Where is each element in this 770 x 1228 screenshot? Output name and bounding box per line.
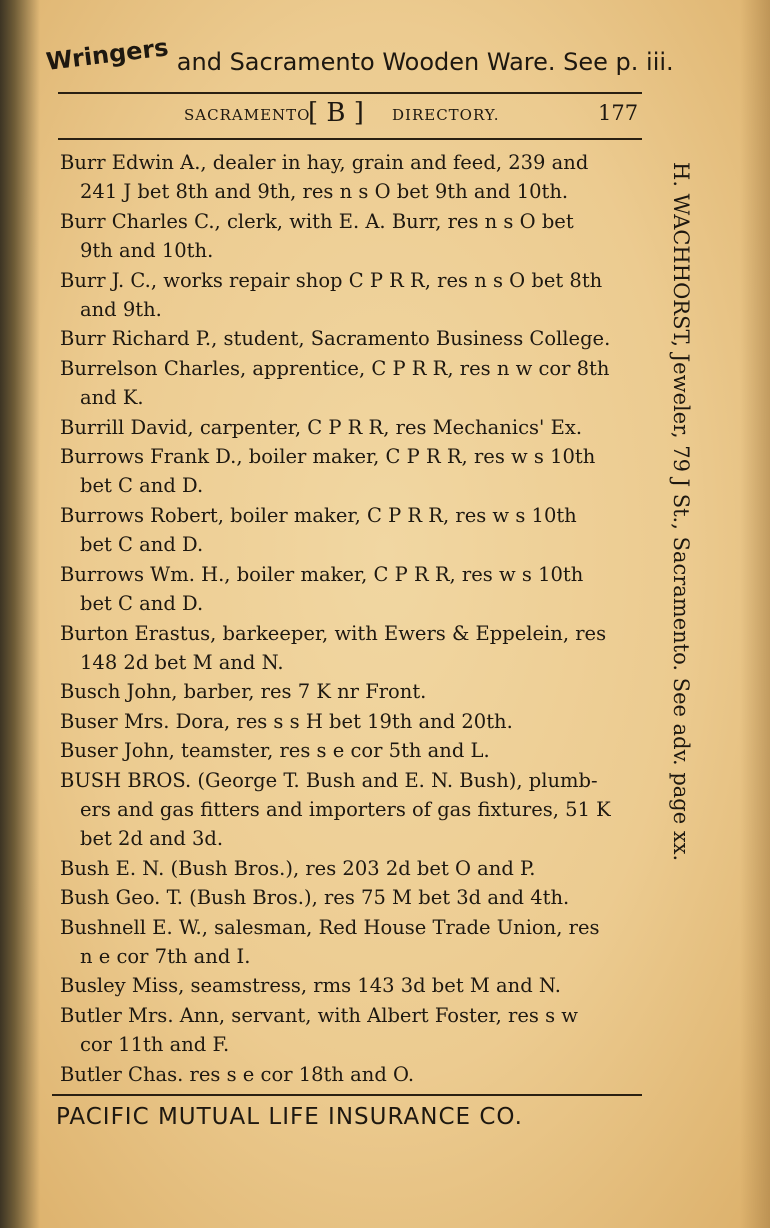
entry-line: Butler Mrs. Ann, servant, with Albert Foster, res s w	[60, 1003, 578, 1027]
directory-entry	[60, 677, 650, 706]
directory-entry	[60, 1001, 650, 1060]
entry-line: Burrows Robert, boiler maker, C P R R, res w s 10th	[60, 503, 577, 527]
entry-line: Burton Erastus, barkeeper, with Ewers & Eppelein, res	[60, 621, 607, 645]
directory-entry	[60, 883, 650, 912]
entry-line: Butler Chas. res s e cor 18th and O.	[60, 1062, 415, 1086]
directory-entry	[60, 501, 650, 560]
entry-line: Burrows Wm. H., boiler maker, C P R R, res w s 10th	[60, 562, 584, 586]
directory-entry	[60, 913, 650, 972]
directory-entry	[60, 207, 650, 266]
entry-line: Burrows Frank D., boiler maker, C P R R, res w s 10th	[60, 445, 596, 469]
top-ad-text: and Sacramento Wooden Ware. See p. iii.	[176, 48, 674, 76]
entry-line: Burr Edwin A., dealer in hay, grain and feed, 239 and	[60, 151, 589, 174]
directory-entry	[60, 266, 650, 325]
directory-entry	[60, 854, 650, 883]
entry-line: cor 11th and F.	[80, 1033, 230, 1057]
entry-line: Burrill David, carpenter, C P R R, res Mechanics' Ex.	[60, 415, 583, 439]
entry-line: Bush E. N. (Bush Bros.), res 203 2d bet O and P.	[60, 856, 536, 880]
directory-entry	[60, 560, 650, 619]
entry-line: Busley Miss, seamstress, rms 143 3d bet M and N.	[60, 974, 561, 998]
top-advertisement	[44, 33, 728, 76]
entry-line: Burr J. C., works repair shop C P R R, res n s O bet 8th	[60, 268, 603, 292]
header-city: SACRAMENTO	[184, 106, 311, 124]
entry-line: bet C and D.	[80, 533, 204, 557]
directory-entry	[60, 354, 650, 413]
directory-entry	[60, 324, 650, 353]
entry-line: bet C and D.	[80, 474, 204, 498]
header-title: DIRECTORY.	[392, 106, 500, 124]
entry-line: bet 2d and 3d.	[80, 827, 224, 851]
entry-line: ers and gas fitters and importers of gas fixtures, 51 K	[80, 797, 611, 821]
entry-line: Buser John, teamster, res s e cor 5th and L.	[60, 739, 490, 763]
footer-advertisement: PACIFIC MUTUAL LIFE INSURANCE CO.	[56, 1104, 523, 1130]
entry-line: Burrelson Charles, apprentice, C P R R, res n w cor 8th	[60, 356, 610, 380]
directory-entry	[60, 1060, 650, 1089]
directory-entry	[60, 736, 650, 765]
entry-line: 241 J bet 8th and 9th, res n s O bet 9th and 10th.	[80, 180, 569, 204]
directory-entry	[60, 707, 650, 736]
directory-entry	[60, 148, 650, 207]
entry-line: and K.	[80, 386, 144, 410]
directory-entry	[60, 413, 650, 442]
entry-line: BUSH BROS. (George T. Bush and E. N. Bush), plumb-	[60, 768, 598, 792]
entry-line: 9th and 10th.	[80, 239, 214, 263]
header-letter: [ B ]	[308, 98, 364, 128]
entry-line: Burr Charles C., clerk, with E. A. Burr, res n s O bet	[60, 209, 574, 233]
footer-rule	[52, 1094, 642, 1096]
entry-line: Bush Geo. T. (Bush Bros.), res 75 M bet 3d and 4th.	[60, 886, 570, 910]
directory-entry	[60, 971, 650, 1000]
directory-entry	[60, 766, 650, 854]
entry-line: Buser Mrs. Dora, res s s H bet 19th and 20th.	[60, 709, 513, 733]
page-number: 177	[598, 101, 639, 125]
directory-entries	[60, 148, 650, 1089]
entry-line: Bushnell E. W., salesman, Red House Trade Union, res	[60, 915, 600, 939]
entry-line: Busch John, barber, res 7 K nr Front.	[60, 680, 427, 704]
side-advertisement: H. WACHHORST, Jeweler, 79 J St., Sacramento. See adv. page xx.	[669, 162, 693, 862]
entry-line: bet C and D.	[80, 592, 204, 616]
top-ad-lead: Wringers	[44, 33, 170, 76]
entry-line: and 9th.	[80, 298, 162, 322]
directory-entry	[60, 442, 650, 501]
directory-entry	[60, 619, 650, 678]
entry-line: n e cor 7th and I.	[80, 944, 251, 968]
running-header	[58, 92, 642, 140]
entry-line: Burr Richard P., student, Sacramento Business College.	[60, 327, 611, 351]
entry-line: 148 2d bet M and N.	[80, 650, 284, 674]
